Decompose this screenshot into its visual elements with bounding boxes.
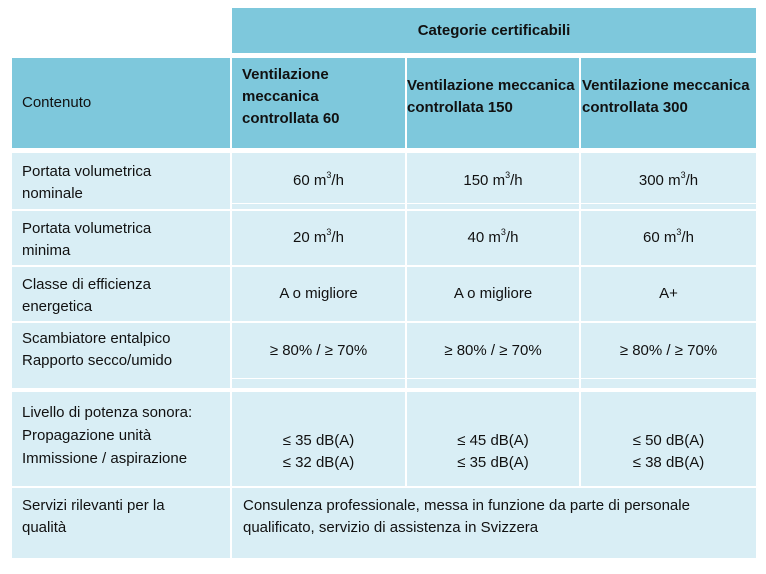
unit-superscript: 3 [500, 227, 506, 237]
value-cell [581, 392, 756, 486]
col1-line2: meccanica [242, 88, 319, 105]
value-immission: ≤ 38 dB(A) [632, 454, 705, 471]
value-propagation: ≤ 45 dB(A) [457, 432, 529, 449]
services-value-cell [232, 488, 756, 558]
label-line: energetica [22, 298, 93, 315]
value-cell [232, 392, 405, 486]
row-divider [232, 203, 756, 204]
value-cell [407, 392, 579, 486]
row-label-potenza-sonora [12, 392, 230, 486]
unit-tail: /h [331, 172, 344, 189]
value-cell [581, 211, 756, 265]
label-line: Scambiatore entalpico [22, 330, 171, 347]
value-propagation: ≤ 50 dB(A) [632, 432, 705, 449]
row-label-portata-nominale [12, 153, 230, 209]
row-divider [232, 378, 756, 379]
content-header-cell [12, 58, 230, 148]
value: ≥ 80% / ≥ 70% [269, 341, 368, 359]
value-immission: ≤ 35 dB(A) [457, 454, 529, 471]
row-label-portata-minima [12, 211, 230, 265]
row-label-classe-efficienza [12, 267, 230, 321]
unit-tail: /h [505, 229, 519, 246]
value-cell [232, 211, 405, 265]
label-line: Portata volumetrica [22, 220, 152, 237]
value-cell [581, 267, 756, 321]
value-propagation: ≤ 35 dB(A) [282, 432, 355, 449]
category-header [232, 8, 756, 53]
col3-line1: Ventilazione meccanica [582, 77, 750, 94]
column-header-300 [581, 58, 756, 148]
unit-tail: /h [510, 172, 523, 189]
value-cell [581, 153, 756, 209]
col1-line1: Ventilazione [242, 66, 329, 83]
value: A o migliore [453, 285, 533, 302]
value: 60 m [293, 172, 327, 189]
label-line: Servizi rilevanti per la [22, 497, 165, 514]
unit-superscript: 3 [326, 227, 332, 237]
unit-superscript: 3 [505, 170, 511, 180]
content-label: Contenuto [22, 94, 92, 111]
category-title: Categorie certificabili [417, 21, 571, 39]
label-line: Immissione / aspirazione [22, 450, 188, 467]
label-line: Propagazione unità [22, 427, 152, 444]
label-line: Rapporto secco/umido [22, 352, 173, 369]
col2-line2: controllata 150 [407, 99, 513, 116]
value: A o migliore [279, 285, 358, 302]
unit-tail: /h [685, 172, 699, 189]
services-line: Consulenza professionale, messa in funzione da parte di personale [243, 497, 690, 514]
value: A+ [659, 285, 678, 302]
column-header-60 [232, 58, 405, 148]
col1-line3: controllata 60 [242, 110, 340, 127]
value: ≥ 80% / ≥ 70% [444, 341, 542, 359]
value-cell [407, 267, 579, 321]
unit-tail: /h [681, 229, 694, 246]
value: 60 m [643, 229, 677, 246]
label-line: Portata volumetrica [22, 163, 152, 180]
row-label-servizi [12, 488, 230, 558]
value-cell [407, 211, 579, 265]
value-cell [232, 267, 405, 321]
column-header-150 [407, 58, 579, 148]
unit-superscript: 3 [326, 170, 332, 180]
label-line: nominale [22, 185, 83, 202]
value: 300 m [638, 172, 681, 189]
unit-tail: /h [331, 229, 344, 246]
label-line: minima [22, 242, 71, 259]
label-line: qualità [22, 519, 67, 536]
value: 150 m [463, 172, 506, 189]
value-cell [407, 153, 579, 209]
label-line: Livello di potenza sonora: [22, 404, 193, 421]
col2-line1: Ventilazione meccanica [407, 77, 575, 94]
unit-superscript: 3 [680, 170, 686, 180]
unit-superscript: 3 [676, 227, 682, 237]
services-line: qualificato, servizio di assistenza in Svizzera [243, 519, 539, 536]
value-cell [232, 153, 405, 209]
value: 40 m [467, 229, 501, 246]
value-immission: ≤ 32 dB(A) [282, 454, 355, 471]
row-label-scambiatore [12, 323, 230, 388]
col3-line2: controllata 300 [582, 99, 688, 116]
value: ≥ 80% / ≥ 70% [619, 341, 718, 359]
value: 20 m [293, 229, 327, 246]
label-line: Classe di efficienza [22, 276, 151, 293]
